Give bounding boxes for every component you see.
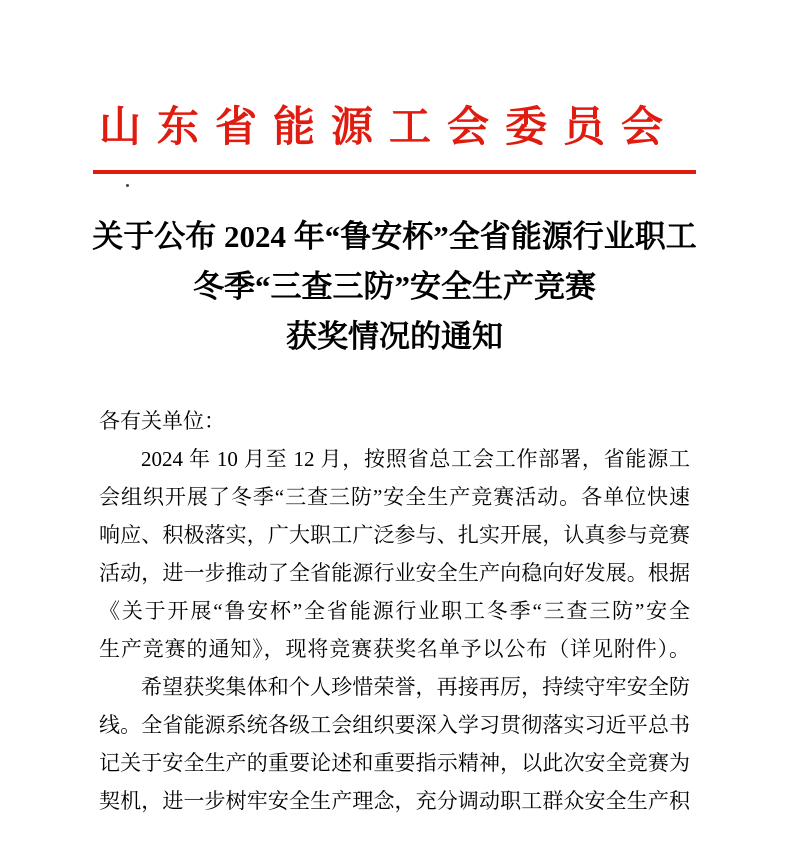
- paragraph-line: 2024 年 10 月至 12 月，按照省总工会工作部署，省能源工: [141, 447, 690, 471]
- letterhead: [99, 106, 690, 150]
- paragraph-line: 记关于安全生产的重要论述和重要指示精神，以此次安全竞赛为: [99, 751, 690, 775]
- paragraph-line: 线。全省能源系统各级工会组织要深入学习贯彻落实习近平总书: [99, 713, 690, 737]
- document-body: [99, 402, 690, 820]
- paragraph-line: 契机，进一步树牢安全生产理念，充分调动职工群众安全生产积: [99, 789, 690, 813]
- paragraph-line: 响应、积极落实，广大职工广泛参与、扎实开展，认真参与竞赛: [99, 523, 690, 547]
- paragraph-line: 活动，进一步推动了全省能源行业安全生产向稳向好发展。根据: [99, 561, 690, 585]
- paragraph-line: 会组织开展了冬季“三查三防”安全生产竞赛活动。各单位快速: [99, 485, 690, 509]
- paragraph-line: 生产竞赛的通知》，现将竞赛获奖名单予以公布（详见附件）。: [99, 637, 690, 661]
- document-title-line: 关于公布 2024 年“鲁安杯”全省能源行业职工: [92, 219, 697, 254]
- salutation: 各有关单位：: [99, 409, 225, 433]
- scan-speck: [126, 184, 129, 187]
- document-title-line: 冬季“三查三防”安全生产竞赛: [193, 269, 596, 304]
- document-title: [80, 212, 709, 362]
- letterhead-divider-rule: [93, 170, 696, 174]
- paragraph-line: 《关于开展“鲁安杯”全省能源行业职工冬季“三查三防”安全: [99, 599, 690, 623]
- paragraph-line: 希望获奖集体和个人珍惜荣誉，再接再厉，持续守牢安全防: [141, 675, 690, 699]
- document-title-line: 获奖情况的通知: [286, 319, 503, 354]
- letterhead-org-name: 山东省能源工会委员会: [99, 105, 680, 151]
